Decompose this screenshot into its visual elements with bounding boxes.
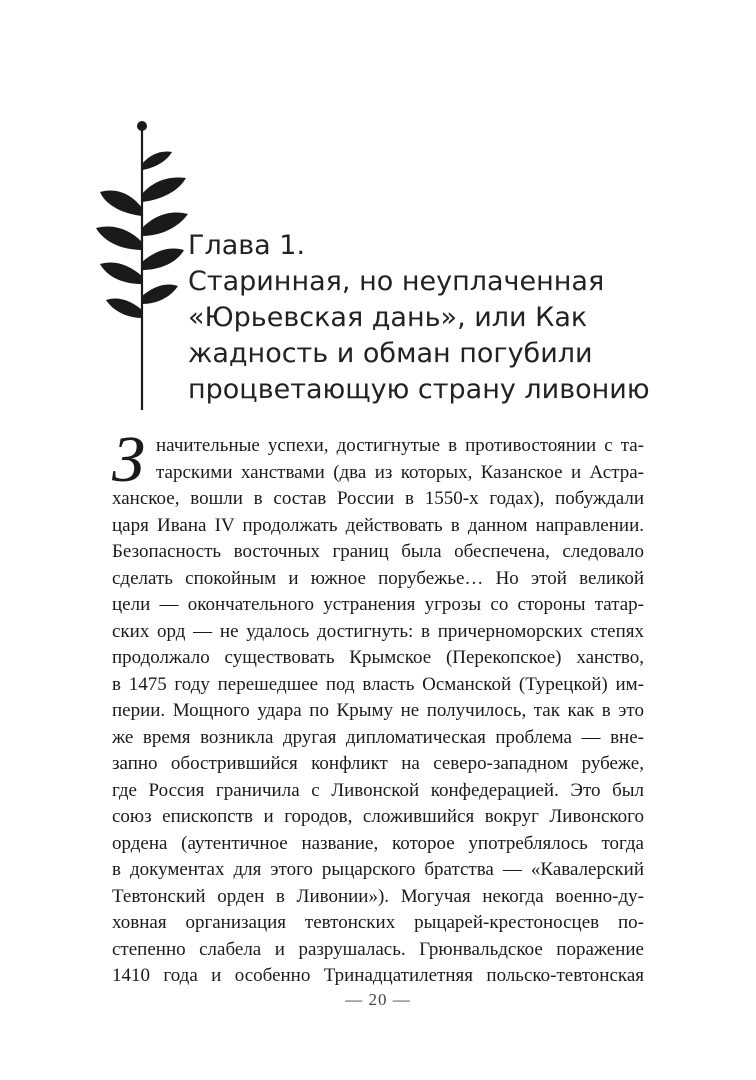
leaf-branch-ornament-icon [92, 116, 192, 416]
text-line: тарскими ханствами (два из которых, Казанское и Астра- [156, 461, 644, 483]
text-line: перии. Мощного удара по Крыму не получилось, так как в это [112, 700, 644, 721]
text-line: в документах для этого рыцарского братства — «Кавалерский [112, 859, 644, 880]
chapter-title-line: «Юрьевская дань», или Как [188, 302, 588, 333]
chapter-title-line: Старинная, но неуплаченная [188, 266, 605, 297]
body-text [112, 423, 644, 990]
text-line: Безопасность восточных границ была обеспечена, следовало [112, 541, 644, 562]
text-line: ских орд — не удалось достигнуть: в причерноморских степях [112, 620, 644, 642]
text-line: 1410 года и особенно Тринадцатилетняя польско-тевтонская [112, 965, 644, 986]
text-line: в 1475 году перешедшее под власть Османской (Турецкой) им- [112, 673, 644, 695]
text-line: ханское, вошли в состав России в 1550-х годах), побуждали [112, 488, 644, 509]
chapter-heading [188, 228, 708, 408]
text-line: союз епископств и городов, сложившийся вокруг Ливонского [112, 806, 644, 827]
text-line: сделать спокойным и южное порубежье… Но этой великой [112, 567, 644, 589]
text-line: продолжало существовать Крымское (Перекопское) ханство, [112, 647, 644, 668]
text-line: ховная организация тевтонских рыцарей-крестоносцев по- [112, 912, 644, 933]
text-line: запно обострившийся конфликт на северо-западном рубеже, [112, 753, 644, 774]
text-line: Тевтонский орден в Ливонии»). Могучая некогда военно-ду- [112, 885, 644, 907]
text-line: царя Ивана IV продолжать действовать в данном направлении. [112, 514, 644, 536]
page-number: — 20 — [345, 990, 411, 1009]
text-line: ордена (аутентичное название, которое употреблялось тогда [112, 832, 644, 854]
chapter-number: Глава 1. [188, 230, 306, 261]
chapter-title-line: процветающую страну ливонию [188, 374, 650, 405]
text-line: начительные успехи, достигнутые в противостоянии с та- [156, 435, 644, 456]
text-line: степенно слабела и разрушалась. Грюнвальдское поражение [112, 938, 644, 960]
text-line: где Россия граничила с Ливонской конфедерацией. Это был [112, 779, 644, 801]
text-line: же время возникла другая дипломатическая проблема — вне- [112, 726, 644, 748]
chapter-title-line: жадность и обман погубили [188, 338, 593, 369]
drop-cap: З [112, 423, 145, 496]
text-line: цели — окончательного устранения угрозы со стороны татар- [112, 594, 644, 615]
